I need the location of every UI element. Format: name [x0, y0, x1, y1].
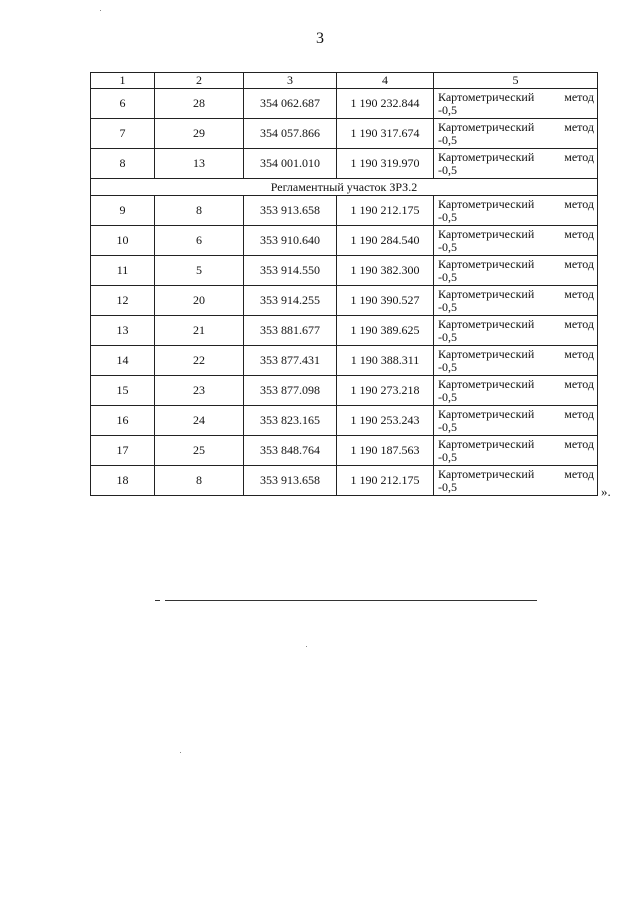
cell-y-coordinate: 1 190 389.625: [337, 316, 434, 346]
cell-y-coordinate: 1 190 232.844: [337, 89, 434, 119]
cell-row-number: 11: [91, 256, 155, 286]
method-word: метод: [564, 406, 594, 421]
cell-point-number: 25: [155, 436, 244, 466]
cell-method: [434, 119, 598, 149]
cell-point-number: 21: [155, 316, 244, 346]
cell-point-number: 5: [155, 256, 244, 286]
method-name: Картометрический: [438, 376, 535, 391]
cell-x-coordinate: 354 062.687: [244, 89, 337, 119]
cell-row-number: 7: [91, 119, 155, 149]
table-row: [91, 226, 598, 256]
section-row: [91, 179, 598, 196]
method-accuracy: -0,5: [438, 102, 457, 117]
cell-point-number: 23: [155, 376, 244, 406]
cell-point-number: 8: [155, 466, 244, 496]
cell-y-coordinate: 1 190 382.300: [337, 256, 434, 286]
method-name: Картометрический: [438, 346, 535, 361]
method-accuracy: -0,5: [438, 269, 457, 284]
cell-y-coordinate: 1 190 212.175: [337, 466, 434, 496]
cell-row-number: 15: [91, 376, 155, 406]
scan-dot: [180, 752, 181, 753]
cell-x-coordinate: 353 823.165: [244, 406, 337, 436]
cell-point-number: 13: [155, 149, 244, 179]
method-word: метод: [564, 149, 594, 164]
cell-x-coordinate: 354 001.010: [244, 149, 337, 179]
cell-row-number: 12: [91, 286, 155, 316]
table-row: [91, 196, 598, 226]
cell-row-number: 16: [91, 406, 155, 436]
method-accuracy: -0,5: [438, 132, 457, 147]
cell-row-number: 18: [91, 466, 155, 496]
section-title: Регламентный участок ЗРЗ.2: [91, 179, 598, 196]
cell-row-number: 10: [91, 226, 155, 256]
cell-y-coordinate: 1 190 319.970: [337, 149, 434, 179]
method-accuracy: -0,5: [438, 329, 457, 344]
closing-quote: ».: [601, 484, 611, 499]
cell-x-coordinate: 353 877.431: [244, 346, 337, 376]
method-word: метод: [564, 256, 594, 271]
table-row: [91, 119, 598, 149]
signature-line: [165, 600, 537, 601]
method-word: метод: [564, 316, 594, 331]
cell-x-coordinate: 353 913.658: [244, 196, 337, 226]
cell-row-number: 6: [91, 89, 155, 119]
cell-x-coordinate: 353 848.764: [244, 436, 337, 466]
method-accuracy: -0,5: [438, 299, 457, 314]
cell-y-coordinate: 1 190 273.218: [337, 376, 434, 406]
method-word: метод: [564, 286, 594, 301]
cell-x-coordinate: 354 057.866: [244, 119, 337, 149]
method-word: метод: [564, 226, 594, 241]
cell-point-number: 24: [155, 406, 244, 436]
cell-row-number: 14: [91, 346, 155, 376]
method-accuracy: -0,5: [438, 359, 457, 374]
method-name: Картометрический: [438, 466, 535, 481]
table-row: [91, 346, 598, 376]
column-header-4: 4: [337, 73, 434, 89]
cell-y-coordinate: 1 190 317.674: [337, 119, 434, 149]
cell-method: [434, 196, 598, 226]
table-header-row: [91, 73, 598, 89]
cell-method: [434, 286, 598, 316]
table-row: [91, 286, 598, 316]
method-accuracy: -0,5: [438, 419, 457, 434]
method-accuracy: -0,5: [438, 389, 457, 404]
cell-method: [434, 226, 598, 256]
cell-y-coordinate: 1 190 390.527: [337, 286, 434, 316]
method-name: Картометрический: [438, 149, 535, 164]
table-row: [91, 466, 598, 496]
cell-method: [434, 316, 598, 346]
table-row: [91, 376, 598, 406]
method-name: Картометрический: [438, 316, 535, 331]
table-row: [91, 149, 598, 179]
cell-x-coordinate: 353 913.658: [244, 466, 337, 496]
cell-method: [434, 256, 598, 286]
method-accuracy: -0,5: [438, 449, 457, 464]
cell-row-number: 13: [91, 316, 155, 346]
method-word: метод: [564, 346, 594, 361]
method-name: Картометрический: [438, 89, 535, 104]
coordinates-table: [90, 72, 598, 496]
column-header-1: 1: [91, 73, 155, 89]
table-row: [91, 406, 598, 436]
cell-x-coordinate: 353 910.640: [244, 226, 337, 256]
cell-point-number: 20: [155, 286, 244, 316]
method-word: метод: [564, 376, 594, 391]
cell-row-number: 9: [91, 196, 155, 226]
scan-dot: [100, 10, 101, 11]
method-name: Картометрический: [438, 256, 535, 271]
cell-method: [434, 89, 598, 119]
method-word: метод: [564, 466, 594, 481]
method-word: метод: [564, 89, 594, 104]
cell-point-number: 8: [155, 196, 244, 226]
cell-point-number: 6: [155, 226, 244, 256]
method-accuracy: -0,5: [438, 239, 457, 254]
cell-method: [434, 436, 598, 466]
cell-point-number: 22: [155, 346, 244, 376]
cell-method: [434, 466, 598, 496]
cell-x-coordinate: 353 914.255: [244, 286, 337, 316]
cell-y-coordinate: 1 190 284.540: [337, 226, 434, 256]
cell-x-coordinate: 353 877.098: [244, 376, 337, 406]
method-name: Картометрический: [438, 196, 535, 211]
cell-method: [434, 346, 598, 376]
cell-method: [434, 149, 598, 179]
method-name: Картометрический: [438, 119, 535, 134]
cell-row-number: 8: [91, 149, 155, 179]
cell-method: [434, 406, 598, 436]
method-name: Картометрический: [438, 406, 535, 421]
column-header-5: 5: [434, 73, 598, 89]
scan-dot: [306, 646, 307, 647]
cell-y-coordinate: 1 190 253.243: [337, 406, 434, 436]
method-word: метод: [564, 196, 594, 211]
cell-y-coordinate: 1 190 212.175: [337, 196, 434, 226]
dash-mark: [155, 600, 160, 601]
table-row: [91, 256, 598, 286]
table-row: [91, 89, 598, 119]
method-word: метод: [564, 436, 594, 451]
table-row: [91, 436, 598, 466]
cell-x-coordinate: 353 914.550: [244, 256, 337, 286]
cell-method: [434, 376, 598, 406]
method-name: Картометрический: [438, 286, 535, 301]
table-row: [91, 316, 598, 346]
cell-point-number: 29: [155, 119, 244, 149]
method-name: Картометрический: [438, 436, 535, 451]
method-name: Картометрический: [438, 226, 535, 241]
cell-row-number: 17: [91, 436, 155, 466]
method-accuracy: -0,5: [438, 209, 457, 224]
cell-x-coordinate: 353 881.677: [244, 316, 337, 346]
column-header-2: 2: [155, 73, 244, 89]
cell-y-coordinate: 1 190 187.563: [337, 436, 434, 466]
method-accuracy: -0,5: [438, 162, 457, 177]
page-number: 3: [316, 30, 324, 47]
column-header-3: 3: [244, 73, 337, 89]
method-word: метод: [564, 119, 594, 134]
cell-y-coordinate: 1 190 388.311: [337, 346, 434, 376]
cell-point-number: 28: [155, 89, 244, 119]
method-accuracy: -0,5: [438, 479, 457, 494]
